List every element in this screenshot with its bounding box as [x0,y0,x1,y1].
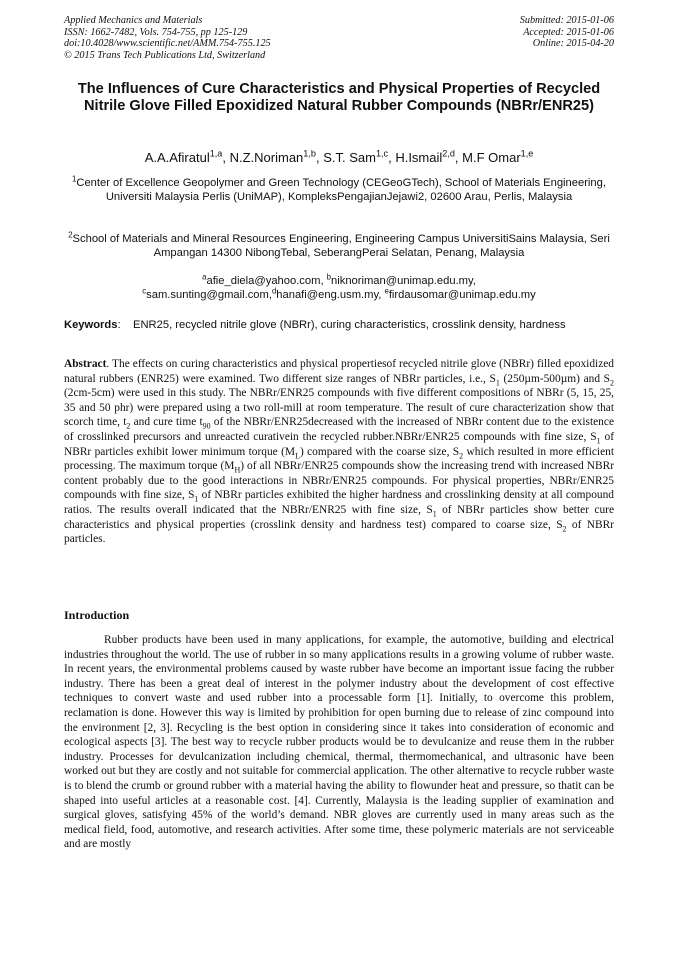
affiliation-2 [64,232,614,260]
submitted-date: Submitted: 2015-01-06 [519,15,614,26]
online-date: Online: 2015-04-20 [532,38,614,50]
author-name: H.Ismail [395,150,443,165]
journal-header-left [64,15,271,61]
keywords-label: Keywords [64,319,118,331]
keywords: Keywords: ENR25, recycled nitrile glove (NBRr), curing characteristics, crosslink density, hardness [64,319,566,331]
introduction-heading: Introduction [64,608,130,622]
author-emails: $^a$afie_diela@yahoo.com, $^b$niknoriman@unimap.edu.my, $^c$sam.sunting@gmail.com,$^d$hanafi@eng.usm.my, $^e$firdausomar@unimap.edu.my [142,272,536,302]
email-link[interactable]: hanafi@eng.usm.my, [276,289,382,302]
affiliation-text: Center of Excellence Geopolymer and Green Technology (CEGeoGTech), School of Materials Engineering, Universiti Malaysia Perlis (UniMAP), KompleksPengajianJejawi2, 02600 Arau, Perlis, Malaysia [76,177,606,204]
affiliation-number: 2 [68,230,73,240]
author-affil-mark: 1,a [209,148,223,159]
doi-line: doi:10.4028/www.scientific.net/AMM.754-755.125 [64,38,271,50]
affiliation-1 [64,176,614,204]
abstract-label: Abstract [64,358,107,370]
email-link[interactable]: firdausomar@unimap.edu.my [388,289,536,302]
author-name: N.Z.Noriman [229,150,304,165]
keywords-text: ENR25, recycled nitrile glove (NBRr), curing characteristics, crosslink density, hardness [133,319,566,331]
copyright-line: © 2015 Trans Tech Publications Ltd, Switzerland [64,49,266,61]
paper-title: The Influences of Cure Characteristics and Physical Properties of Recycled Nitrile Glove Filled Epoxidized Natural Rubber Compounds (NBRr/ENR25) [77,81,601,115]
journal-name: Applied Mechanics and Materials [64,15,203,26]
accepted-date: Accepted: 2015-01-06 [523,26,614,38]
email-link[interactable]: afie_diela@yahoo.com, [206,275,324,287]
abstract: Abstract. The effects on curing characteristics and physical propertiesof recycled nitrile glove (NBRr) filled epoxidized natural rubbers (ENR25) were examined. Two different size ranges of NBRr particles, i.e., $S_1$ (250µm-500µm) and $S_2$ (2cm-5cm) were used in this study. The NBRr/ENR25 compounds with five different compositions of NBRr (5, 15, 25, 35 and 50 phr) were prepared using a two roll-mill at room temperature. The result of cure characterization show that scorch time, $t_2$ and cure time $t_{90}$ of the NBRr/ENR25decreased with the increased of NBRr content due to the existence of crosslinked precursors and unreacted curativein the recycled rubber.NBRr/ENR25 compounds with fine size, $S_1$ of NBRr particles exhibit lower minimum torque $(M_L)$ compared with the coarse size, $S_2$ which resulted in more efficient processing. The maximum torque $(M_H)$ of all NBRr/ENR25 compounds show the increasing trend with increased NBRr content probably due to the good interactions in NBRr/ENR25 compounds. For physical properties, NBRr/ENR25 compounds with fine size, $S_1$ of NBRr particles exhibited the higher hardness and crosslinking density at all compound ratios. The results overall indicated that the NBRr/ENR25 with fine size, $S_1$ of NBRr particles show better cure characteristics and physical properties (crosslink density and hardness test) compared to coarse size, $S_2$ of NBRr particles. [64,358,615,546]
email-link[interactable]: sam.sunting@gmail.com, [146,289,272,302]
author-affil-mark: 1,e [520,148,534,159]
affiliation-number: 1 [72,174,77,184]
author-name: S.T. Sam [323,150,376,165]
author-name: M.F Omar [462,150,521,165]
journal-header-right [520,15,614,50]
author-affil-mark: 2,d [442,148,455,159]
author-affil-mark: 1,b [303,148,316,159]
author-list: A.A.Afiratul$^{1,a}$, N.Z.Noriman$^{1,b}$, S.T. Sam$^{1,c}$, H.Ismail$^{2,d}$, M.F Omar$^{1,e}$ [144,148,534,165]
email-link[interactable]: niknoriman@unimap.edu.my, [331,275,476,287]
author-name: A.A.Afiratul [144,150,210,165]
introduction-paragraph: Rubber products have been used in many applications, for example, the automotive, building and electrical industries throughout the world. The use of rubber in so many applications results in a growing volume of rubber waste. In recent years, the environmental problems caused by waste rubber have become an important issue facing the rubber industry. There has been a great deal of interest in the polymer industry about the development of cost effective techniques to convert waste and used rubber into a processable form [1]. Initially, to overcome this problem, reclamation is done. However this way is limited by prohibition for open burning due to release of zinc compound into the environment [2, 3]. Recycling is the best option in considering since it takes into consideration of economic and ecological aspects [3]. The best way to recycle rubber products would be to devulcanize and reuse them in the rubber industry. Processes for devulcanization including chemical, thermal, thermomechanical, and ultrasonic have been worked out but they are costly and not suitable for commercial application. The other alternative to recycle rubber waste is to blend the crumb or ground rubber with a material having the ability to flowunder heat and pressure, so thatit can be shaped into useful articles at a reasonable cost. [4]. Currently, Malaysia is the leading supplier of examination and surgical gloves, satisfying 45% of the world’s demand. NBR gloves are currently used in many areas such as the medical field, food, automotive, and research activities. After some time, these polymeric materials are not serviceable and are mostly [64,634,614,851]
affiliation-text: School of Materials and Mineral Resources Engineering, Engineering Campus UniversitiSains Malaysia, Seri Ampangan 14300 NibongTebal, SeberangPerai Selatan, Penang, Malaysia [72,233,610,260]
author-affil-mark: 1,c [375,148,389,159]
issn-line: ISSN: 1662-7482, Vols. 754-755, pp 125-129 [64,26,248,38]
